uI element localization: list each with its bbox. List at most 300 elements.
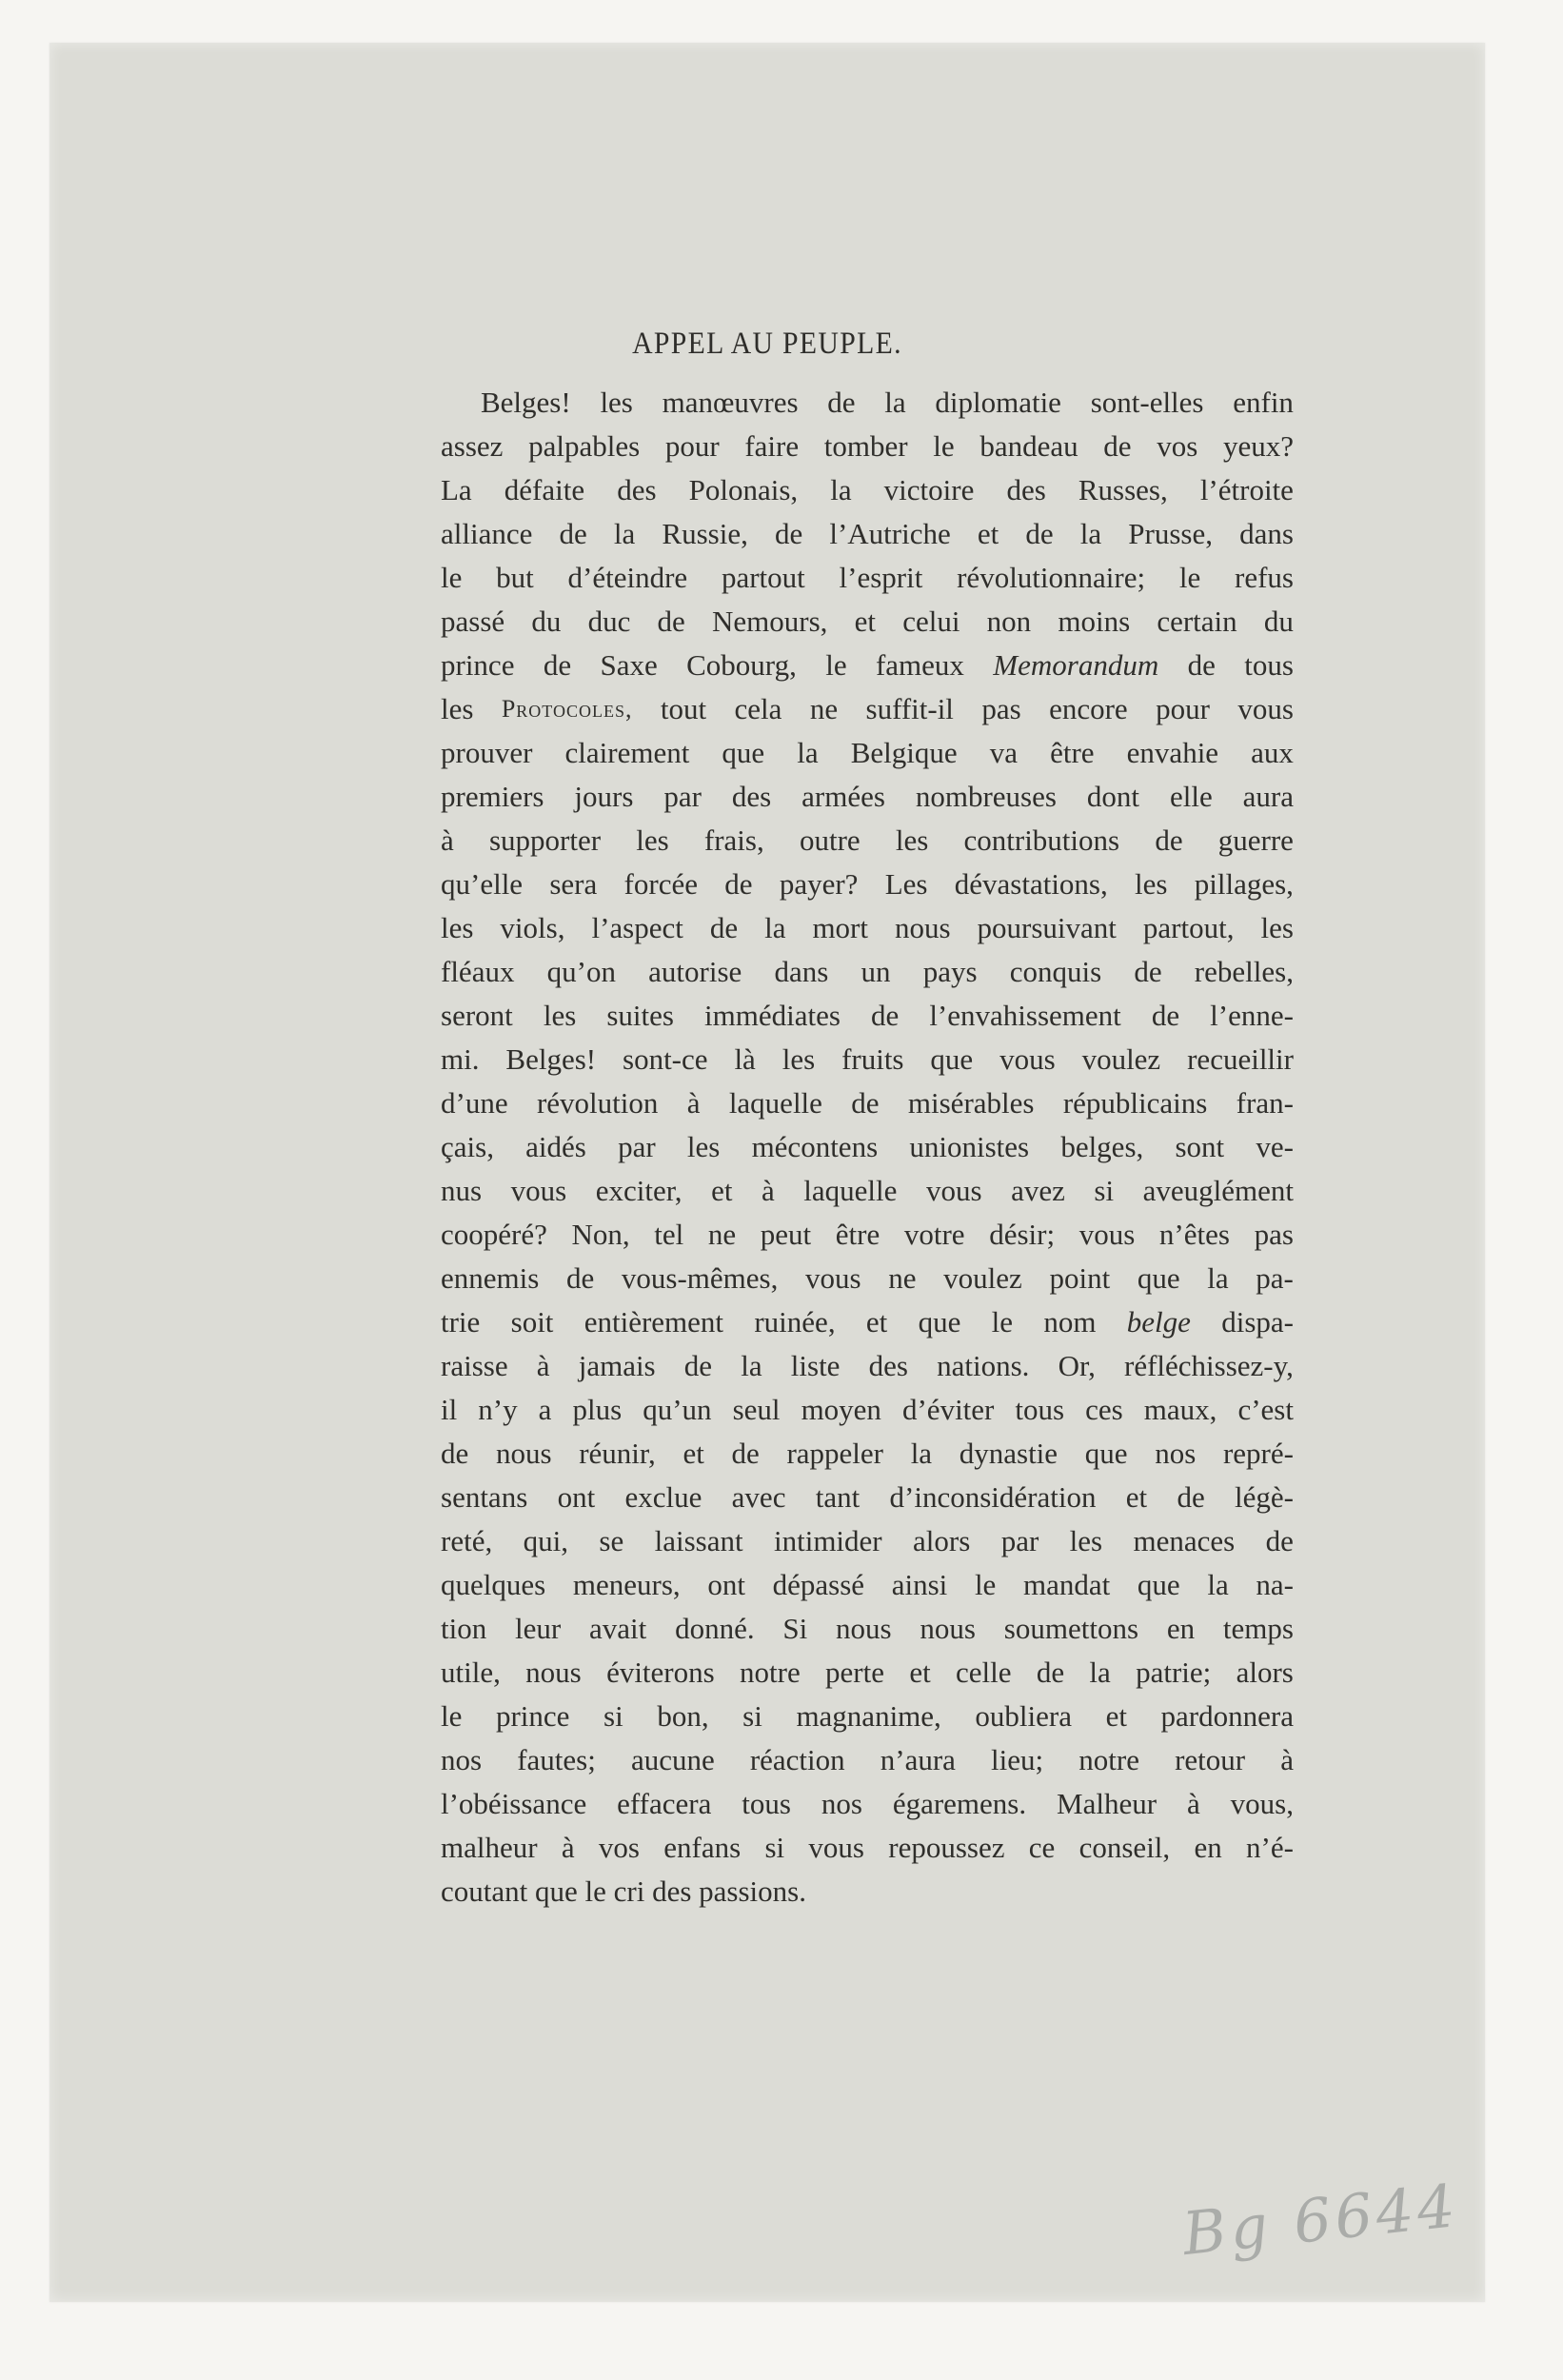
word: votre <box>903 1218 965 1251</box>
word: par <box>663 780 702 813</box>
word: d’éviter <box>901 1393 995 1426</box>
word: perte <box>825 1656 884 1689</box>
word: poursuivant <box>977 911 1117 944</box>
word: contributions <box>963 823 1120 857</box>
word: la <box>797 736 819 769</box>
word: des <box>1006 473 1046 506</box>
word: de <box>1187 648 1216 682</box>
word: premiers <box>441 780 544 813</box>
word: nous <box>836 1612 892 1645</box>
word: nom <box>1043 1305 1097 1339</box>
word: ve- <box>1256 1130 1294 1163</box>
word: lieu; <box>991 1743 1044 1776</box>
word: supporter <box>488 823 602 857</box>
text-line <box>441 1388 1294 1432</box>
word: réaction <box>749 1743 845 1776</box>
word: d’inconsidération <box>889 1480 1097 1514</box>
word: dépassé <box>772 1568 865 1601</box>
text-line <box>441 1738 1294 1782</box>
word: belges, <box>1060 1130 1144 1163</box>
word: Les <box>884 867 928 901</box>
word: Belges! <box>505 1042 597 1076</box>
word: si <box>764 1831 785 1864</box>
word: forcée <box>623 867 698 901</box>
word: que <box>1084 1437 1128 1470</box>
word: que <box>918 1305 961 1339</box>
word: reté, <box>441 1524 493 1557</box>
word: les <box>441 911 474 944</box>
word: à <box>561 1831 575 1864</box>
word: et <box>977 517 999 550</box>
word: Prusse, <box>1128 517 1213 550</box>
word: vous-mêmes, <box>621 1261 779 1295</box>
word: encore <box>1049 692 1128 725</box>
word: dévastations, <box>954 867 1108 901</box>
word: avait <box>589 1612 647 1645</box>
word: exclue <box>624 1480 702 1514</box>
word: la <box>1079 517 1102 550</box>
word: conquis <box>1009 955 1102 988</box>
word: entièrement <box>584 1305 724 1339</box>
word: notre <box>740 1656 801 1689</box>
word: vous <box>1078 1218 1136 1251</box>
word: se <box>599 1524 624 1557</box>
word: du <box>531 605 562 638</box>
word: la <box>1207 1568 1229 1601</box>
word: fameux <box>875 648 964 682</box>
word: liste <box>790 1349 841 1382</box>
word: les <box>1069 1524 1103 1557</box>
word: l’Autriche <box>829 517 951 550</box>
text-line <box>441 1081 1294 1125</box>
word: na- <box>1256 1568 1294 1601</box>
word: le <box>974 1568 997 1601</box>
word: le <box>441 1699 463 1733</box>
word: la <box>1089 1656 1111 1689</box>
word: pas <box>981 692 1021 725</box>
word: de <box>827 386 856 419</box>
word: que <box>930 1042 974 1076</box>
word: aucune <box>630 1743 715 1776</box>
word: en <box>1166 1612 1196 1645</box>
word: temps <box>1222 1612 1294 1645</box>
text-line <box>441 906 1294 950</box>
italic-word: Memorandum <box>993 648 1159 682</box>
word: nos <box>1155 1437 1197 1470</box>
text-line <box>441 425 1294 468</box>
word: avec <box>731 1480 786 1514</box>
text-line <box>441 1344 1294 1388</box>
word: autorise <box>648 955 742 988</box>
word: le <box>825 648 847 682</box>
word: de <box>1036 1656 1065 1689</box>
word: de <box>870 999 900 1032</box>
word: en <box>1194 1831 1222 1864</box>
word: les <box>441 692 474 725</box>
word: de <box>683 1349 713 1382</box>
word: soit <box>510 1305 554 1339</box>
word: notre <box>1078 1743 1139 1776</box>
word: conseil, <box>1078 1831 1171 1864</box>
word: assez <box>441 429 504 463</box>
word: légè- <box>1235 1480 1294 1514</box>
word: vous <box>510 1174 567 1207</box>
word: quelques <box>441 1568 546 1601</box>
text-line <box>441 1432 1294 1476</box>
word: le <box>1178 561 1201 594</box>
word: diplomatie <box>935 386 1061 419</box>
word: ne <box>888 1261 917 1295</box>
word: certain <box>1157 605 1237 638</box>
italic-word: belge <box>1126 1305 1191 1339</box>
word: raisse <box>441 1349 508 1382</box>
text-line <box>441 1695 1294 1738</box>
word: ainsi <box>891 1568 948 1601</box>
word: il <box>441 1393 458 1426</box>
word: vous <box>999 1042 1056 1076</box>
word: point <box>1049 1261 1111 1295</box>
word: par <box>618 1130 656 1163</box>
word: dynastie <box>959 1437 1058 1470</box>
word: de <box>1134 955 1162 988</box>
word: exciter, <box>595 1174 683 1207</box>
text-line <box>441 731 1294 775</box>
word: réunir, <box>579 1437 656 1470</box>
word: sont-elles <box>1090 386 1204 419</box>
word: un <box>861 955 891 988</box>
word: de <box>559 517 587 550</box>
word: celle <box>956 1656 1012 1689</box>
handwritten-inventory-number: Bg 6644 <box>1178 2171 1462 2269</box>
word: rebelles, <box>1194 955 1294 988</box>
word: mandat <box>1022 1568 1111 1601</box>
word: les <box>636 823 669 857</box>
word: sont <box>1175 1130 1225 1163</box>
word: enfin <box>1233 386 1294 419</box>
word: les <box>1135 867 1168 901</box>
word: clairement <box>564 736 690 769</box>
text-line <box>441 1213 1294 1257</box>
word: dans <box>1239 517 1294 550</box>
text-line <box>441 1476 1294 1519</box>
text-line <box>441 1870 1294 1914</box>
word: que <box>1137 1261 1180 1295</box>
word: de <box>1155 823 1183 857</box>
word: des <box>731 780 772 813</box>
word: alliance <box>441 517 533 550</box>
text-line <box>441 1038 1294 1081</box>
word: les <box>543 999 577 1032</box>
word: alors <box>913 1524 971 1557</box>
word: pas <box>1254 1218 1294 1251</box>
word: oubliera <box>975 1699 1072 1733</box>
word: but <box>496 561 534 594</box>
word: de <box>441 1437 469 1470</box>
text-line <box>441 381 1294 425</box>
word: dont <box>1086 780 1140 813</box>
word: malheur <box>441 1831 538 1864</box>
word: des <box>617 473 657 506</box>
word: c’est <box>1237 1393 1294 1426</box>
word: seul <box>732 1393 781 1426</box>
word: vos <box>598 1831 640 1864</box>
word: de <box>709 911 739 944</box>
word: bon, <box>657 1699 709 1733</box>
word: de <box>1265 1524 1294 1557</box>
word: Or, <box>1058 1349 1096 1382</box>
word: l’envahissement <box>929 999 1121 1032</box>
word: jours <box>574 780 634 813</box>
word: duc <box>587 605 631 638</box>
word: ont <box>557 1480 596 1514</box>
text-line <box>441 512 1294 556</box>
word: de <box>724 867 753 901</box>
word: suffit-il <box>865 692 954 725</box>
word: misérables <box>907 1086 1035 1120</box>
word: armées <box>801 780 885 813</box>
word: moins <box>1058 605 1131 638</box>
word: à <box>441 823 454 857</box>
word: cela <box>734 692 782 725</box>
text-line <box>441 775 1294 819</box>
text-line <box>441 1300 1294 1344</box>
word: des <box>652 1874 700 1908</box>
word: meneurs, <box>572 1568 681 1601</box>
word: nous <box>525 1656 582 1689</box>
word: fran- <box>1236 1086 1294 1120</box>
word: nos <box>441 1743 483 1776</box>
word: Malheur <box>1057 1787 1157 1820</box>
word: laissant <box>654 1524 743 1557</box>
word: ces <box>1085 1393 1123 1426</box>
word: effacera <box>617 1787 712 1820</box>
word: les <box>1260 911 1294 944</box>
word: ne <box>707 1218 737 1251</box>
word: pillages, <box>1194 867 1294 901</box>
text-line <box>441 644 1294 687</box>
word: sont-ce <box>623 1042 708 1076</box>
word: trie <box>441 1305 481 1339</box>
word: nombreuses <box>915 780 1057 813</box>
text-line <box>441 1169 1294 1213</box>
word: à <box>536 1349 550 1382</box>
word: Cobourg, <box>686 648 797 682</box>
document-title: APPEL AU PEUPLE. <box>632 327 902 361</box>
word: recueillir <box>1187 1042 1294 1076</box>
word: de <box>1103 429 1132 463</box>
word: manœuvres <box>662 386 799 419</box>
word: bandeau <box>979 429 1078 463</box>
word: avez <box>1011 1174 1065 1207</box>
word: tomber <box>823 429 908 463</box>
word: si <box>742 1699 762 1733</box>
word: nous <box>894 911 951 944</box>
word: elle <box>1169 780 1213 813</box>
word: ne <box>809 692 839 725</box>
word: révolutionnaire; <box>957 561 1146 594</box>
word: vous <box>808 1831 864 1864</box>
word: nous <box>495 1437 552 1470</box>
word: vous <box>805 1261 861 1295</box>
word: repoussez <box>888 1831 1005 1864</box>
word: le <box>933 429 955 463</box>
word: nos <box>821 1787 862 1820</box>
word: Russie, <box>662 517 748 550</box>
text-line <box>441 1651 1294 1695</box>
word: les <box>600 386 633 419</box>
word: nous <box>920 1612 976 1645</box>
word: faire <box>744 429 800 463</box>
text-line <box>441 1125 1294 1169</box>
word: vous <box>1237 692 1294 725</box>
text-line <box>441 1782 1294 1826</box>
text-line <box>441 863 1294 906</box>
word: suites <box>606 999 674 1032</box>
word: dans <box>774 955 829 988</box>
word: cri <box>613 1874 653 1908</box>
word: d’éteindre <box>567 561 688 594</box>
word: partout <box>721 561 805 594</box>
word: nations. <box>937 1349 1030 1382</box>
word: magnanime, <box>796 1699 941 1733</box>
word: l’esprit <box>839 561 923 594</box>
word: vous <box>925 1174 982 1207</box>
text-line <box>441 468 1294 512</box>
word: mi. <box>441 1042 480 1076</box>
word: par <box>1000 1524 1039 1557</box>
word: l’aspect <box>591 911 683 944</box>
word: désir; <box>989 1218 1056 1251</box>
word: passions. <box>699 1874 814 1908</box>
word: sera <box>549 867 598 901</box>
word: alors <box>1236 1656 1294 1689</box>
word: n’é- <box>1246 1831 1294 1864</box>
word: La <box>441 473 472 506</box>
document-body <box>441 381 1294 1914</box>
word: patrie; <box>1136 1656 1212 1689</box>
word: de <box>851 1086 880 1120</box>
word: qu’on <box>546 955 616 988</box>
word: qui, <box>523 1524 568 1557</box>
text-line <box>441 600 1294 644</box>
word: Non, <box>571 1218 630 1251</box>
word: laquelle <box>728 1086 822 1120</box>
word: tout <box>660 692 707 725</box>
word: laquelle <box>803 1174 898 1207</box>
word: maux, <box>1143 1393 1217 1426</box>
word: repré- <box>1222 1437 1294 1470</box>
word: pour <box>1156 692 1210 725</box>
word: payer? <box>779 867 859 901</box>
word: tant <box>815 1480 861 1514</box>
word: n’y <box>478 1393 518 1426</box>
word: du <box>1263 605 1294 638</box>
word: ennemis <box>441 1261 540 1295</box>
paper-sheet <box>49 43 1485 2302</box>
word: Belgique <box>850 736 958 769</box>
word: les <box>895 823 929 857</box>
word: révolution <box>536 1086 659 1120</box>
word: la <box>910 1437 933 1470</box>
word: réfléchissez-y, <box>1124 1349 1294 1382</box>
word: les <box>782 1042 816 1076</box>
word: la <box>741 1349 762 1382</box>
word: de <box>657 605 685 638</box>
word: rappeler <box>786 1437 883 1470</box>
text-line <box>441 687 1294 731</box>
word: enfans <box>663 1831 742 1864</box>
word: ruinée, <box>754 1305 836 1339</box>
word: envahie <box>1126 736 1219 769</box>
word: coopéré? <box>441 1218 547 1251</box>
word: éviterons <box>606 1656 715 1689</box>
word: Polonais, <box>688 473 799 506</box>
word: pa- <box>1256 1261 1294 1295</box>
word: égaremens. <box>892 1787 1027 1820</box>
word: aidés <box>525 1130 586 1163</box>
word: guerre <box>1217 823 1294 857</box>
text-line <box>441 1563 1294 1607</box>
word: à <box>1186 1787 1200 1820</box>
word: retour <box>1175 1743 1246 1776</box>
word: et <box>683 1437 704 1470</box>
word: de <box>731 1437 760 1470</box>
word: que <box>535 1874 585 1908</box>
word: de <box>1025 517 1054 550</box>
word: dispa- <box>1221 1305 1294 1339</box>
word: les <box>686 1130 721 1163</box>
word: ont <box>707 1568 745 1601</box>
word: à <box>762 1174 775 1207</box>
word: outre <box>799 823 861 857</box>
word: que <box>722 736 765 769</box>
word: tous <box>742 1787 791 1820</box>
word: que <box>1137 1568 1180 1601</box>
word: va <box>989 736 1019 769</box>
word: le <box>991 1305 1014 1339</box>
word: des <box>868 1349 908 1382</box>
word: l’obéissance <box>441 1787 587 1820</box>
text-line <box>441 819 1294 863</box>
text-line <box>441 1607 1294 1651</box>
word: victoire <box>883 473 975 506</box>
word: et <box>854 605 876 638</box>
word: aux <box>1251 736 1294 769</box>
word: la <box>884 386 906 419</box>
word: la <box>764 911 786 944</box>
word: et <box>1125 1480 1148 1514</box>
word: menaces <box>1133 1524 1236 1557</box>
word: et <box>865 1305 888 1339</box>
word: pour <box>664 429 720 463</box>
word: voulez <box>943 1261 1022 1295</box>
word: si <box>1094 1174 1115 1207</box>
word: Si <box>782 1612 808 1645</box>
word: moyen <box>801 1393 881 1426</box>
word: prouver <box>441 736 533 769</box>
text-line <box>441 950 1294 994</box>
word: aura <box>1242 780 1294 813</box>
word: seront <box>441 999 513 1032</box>
word: mort <box>812 911 868 944</box>
text-line <box>441 994 1294 1038</box>
word: défaite <box>504 473 585 506</box>
word: si <box>603 1699 623 1733</box>
word: qu’un <box>643 1393 712 1426</box>
word: la <box>1207 1261 1229 1295</box>
word: prince <box>441 648 515 682</box>
word: Saxe <box>600 648 658 682</box>
